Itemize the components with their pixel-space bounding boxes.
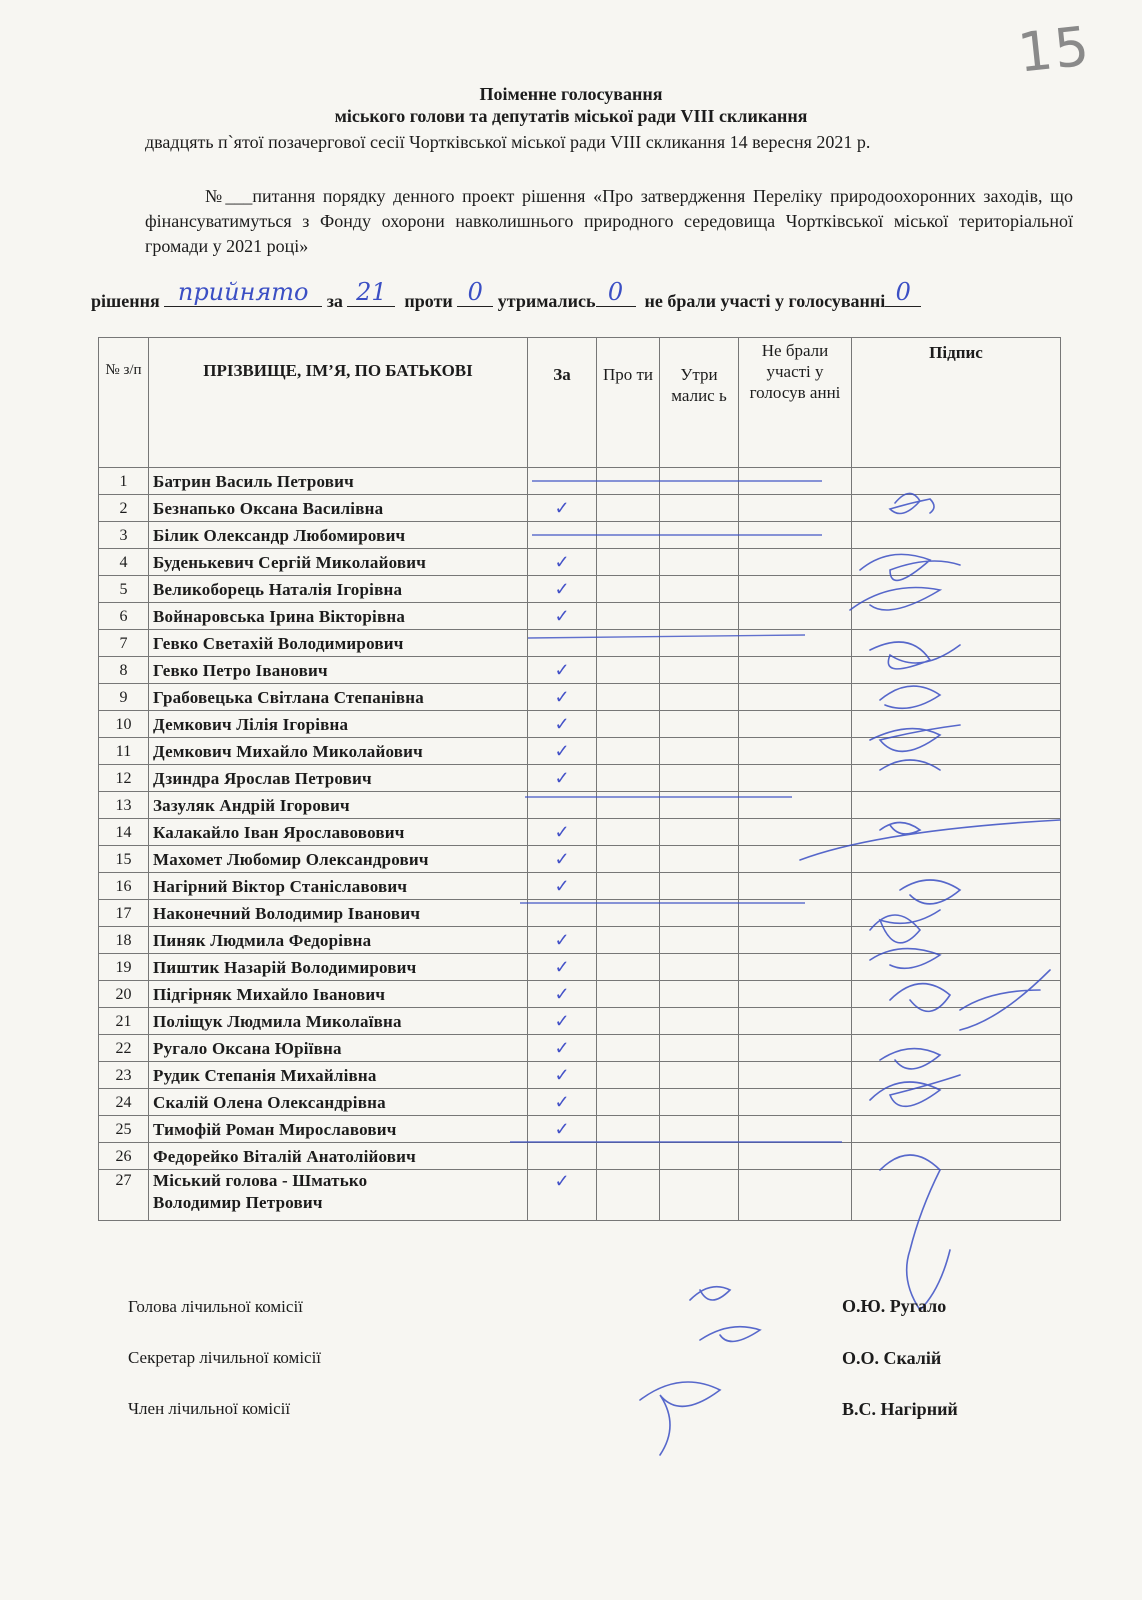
row-signature-cell <box>852 684 1061 711</box>
row-not-voted-cell <box>739 711 852 738</box>
row-not-voted-cell <box>739 1170 852 1221</box>
row-name: Калакайло Іван Ярославовович <box>149 819 528 846</box>
row-number: 7 <box>99 630 149 657</box>
row-signature-cell <box>852 873 1061 900</box>
header-signature: Підпис <box>852 338 1061 468</box>
page-number: 15 <box>1014 14 1094 85</box>
table-row <box>99 495 1061 522</box>
row-against-cell <box>597 981 660 1008</box>
row-name: Грабовецька Світлана Степанівна <box>149 684 528 711</box>
row-name: Великоборець Наталія Ігорівна <box>149 576 528 603</box>
mayor-name-line2: Володимир Петрович <box>153 1193 323 1212</box>
table-row <box>99 657 1061 684</box>
abstained-count: 0 <box>607 278 624 306</box>
row-number: 8 <box>99 657 149 684</box>
header-number: № з/п <box>99 338 149 468</box>
row-number: 14 <box>99 819 149 846</box>
row-not-voted-cell <box>739 1116 852 1143</box>
row-for-mark: ✓ <box>528 873 597 900</box>
row-name: Демкович Лілія Ігорівна <box>149 711 528 738</box>
decision-value: прийнято <box>177 278 309 306</box>
row-signature-cell <box>852 792 1061 819</box>
row-against-cell <box>597 1116 660 1143</box>
row-signature-cell <box>852 1008 1061 1035</box>
decision-label: рішення <box>91 291 160 311</box>
row-for-mark: ✓ <box>528 1062 597 1089</box>
table-row <box>99 1062 1061 1089</box>
member-label: Член лічильної комісії <box>128 1399 291 1418</box>
row-not-voted-cell <box>739 738 852 765</box>
row-for-mark: ✓ <box>528 1170 597 1221</box>
row-name: Дзиндра Ярослав Петрович <box>149 765 528 792</box>
row-signature-cell <box>852 1170 1061 1221</box>
row-abstained-cell <box>660 711 739 738</box>
row-not-voted-cell <box>739 954 852 981</box>
row-number: 21 <box>99 1008 149 1035</box>
row-number: 17 <box>99 900 149 927</box>
row-signature-cell <box>852 738 1061 765</box>
row-against-cell <box>597 1089 660 1116</box>
row-abstained-cell <box>660 981 739 1008</box>
row-abstained-cell <box>660 1008 739 1035</box>
header-for: За <box>528 338 597 468</box>
secretary-label: Секретар лічильної комісії <box>128 1348 322 1367</box>
row-not-voted-cell <box>739 873 852 900</box>
row-not-voted-cell <box>739 1008 852 1035</box>
table-row <box>99 846 1061 873</box>
row-abstained-cell <box>660 1170 739 1221</box>
row-name: Войнаровська Ірина Вікторівна <box>149 603 528 630</box>
row-against-cell <box>597 1062 660 1089</box>
row-number: 22 <box>99 1035 149 1062</box>
row-name: Тимофій Роман Мирославович <box>149 1116 528 1143</box>
row-for-mark: ✓ <box>528 954 597 981</box>
header-name: ПРІЗВИЩЕ, ІМ’Я, ПО БАТЬКОВІ <box>149 338 528 468</box>
row-against-cell <box>597 765 660 792</box>
table-row <box>99 819 1061 846</box>
table-row <box>99 900 1061 927</box>
decision-blank <box>164 278 322 307</box>
row-against-cell <box>597 1143 660 1170</box>
row-name: Ругало Оксана Юріївна <box>149 1035 528 1062</box>
row-against-cell <box>597 846 660 873</box>
row-abstained-cell <box>660 792 739 819</box>
row-not-voted-cell <box>739 495 852 522</box>
row-name: Пиштик Назарій Володимирович <box>149 954 528 981</box>
row-number: 4 <box>99 549 149 576</box>
row-not-voted-cell <box>739 549 852 576</box>
row-for-mark: ✓ <box>528 711 597 738</box>
row-against-cell <box>597 657 660 684</box>
row-signature-cell <box>852 1089 1061 1116</box>
row-for-mark: ✓ <box>528 495 597 522</box>
table-row-mayor <box>99 1170 1061 1221</box>
table-row <box>99 630 1061 657</box>
session-description: двадцять п`ятої позачергової сесії Чортківської міської ради VIII скликання 14 вересня 2021 р. <box>145 132 871 152</box>
row-name: Поліщук Людмила Миколаївна <box>149 1008 528 1035</box>
row-not-voted-cell <box>739 522 852 549</box>
not-voted-blank <box>885 278 921 307</box>
row-for-mark: ✓ <box>528 927 597 954</box>
row-against-cell <box>597 522 660 549</box>
member-name: В.С. Нагірний <box>842 1399 958 1419</box>
row-not-voted-cell <box>739 630 852 657</box>
row-number: 20 <box>99 981 149 1008</box>
row-against-cell <box>597 630 660 657</box>
row-for-mark <box>528 900 597 927</box>
row-not-voted-cell <box>739 819 852 846</box>
row-for-mark <box>528 468 597 495</box>
row-signature-cell <box>852 549 1061 576</box>
row-for-mark: ✓ <box>528 1035 597 1062</box>
row-not-voted-cell <box>739 1143 852 1170</box>
row-for-mark <box>528 792 597 819</box>
row-abstained-cell <box>660 738 739 765</box>
table-header-row <box>99 338 1061 468</box>
row-abstained-cell <box>660 1116 739 1143</box>
row-signature-cell <box>852 1143 1061 1170</box>
table-row <box>99 1089 1061 1116</box>
row-name: Демкович Михайло Миколайович <box>149 738 528 765</box>
row-signature-cell <box>852 711 1061 738</box>
table-row <box>99 954 1061 981</box>
row-for-mark: ✓ <box>528 657 597 684</box>
row-name: Махомет Любомир Олександрович <box>149 846 528 873</box>
row-abstained-cell <box>660 495 739 522</box>
row-signature-cell <box>852 630 1061 657</box>
table-row <box>99 1116 1061 1143</box>
row-name: Нагірний Віктор Станіславович <box>149 873 528 900</box>
row-name: Наконечний Володимир Іванович <box>149 900 528 927</box>
row-name: Зазуляк Андрій Ігорович <box>149 792 528 819</box>
row-abstained-cell <box>660 468 739 495</box>
row-not-voted-cell <box>739 792 852 819</box>
row-for-mark: ✓ <box>528 576 597 603</box>
row-number: 27 <box>99 1170 149 1221</box>
table-row <box>99 549 1061 576</box>
mayor-name-line1: Міський голова - Шматько <box>153 1171 368 1190</box>
row-not-voted-cell <box>739 846 852 873</box>
row-number: 1 <box>99 468 149 495</box>
row-number: 24 <box>99 1089 149 1116</box>
row-not-voted-cell <box>739 981 852 1008</box>
row-not-voted-cell <box>739 1035 852 1062</box>
row-signature-cell <box>852 522 1061 549</box>
row-for-mark <box>528 1143 597 1170</box>
row-name: Федорейко Віталій Анатолійович <box>149 1143 528 1170</box>
row-against-cell <box>597 576 660 603</box>
row-abstained-cell <box>660 873 739 900</box>
row-for-mark: ✓ <box>528 981 597 1008</box>
row-signature-cell <box>852 576 1061 603</box>
table-row <box>99 738 1061 765</box>
row-name: Білик Олександр Любомирович <box>149 522 528 549</box>
row-abstained-cell <box>660 1062 739 1089</box>
row-for-mark: ✓ <box>528 1116 597 1143</box>
row-signature-cell <box>852 981 1061 1008</box>
row-not-voted-cell <box>739 927 852 954</box>
row-not-voted-cell <box>739 684 852 711</box>
row-name: Пиняк Людмила Федорівна <box>149 927 528 954</box>
row-signature-cell <box>852 846 1061 873</box>
row-signature-cell <box>852 819 1061 846</box>
row-against-cell <box>597 468 660 495</box>
row-signature-cell <box>852 657 1061 684</box>
document-subtitle: міського голови та депутатів міської ради VIII скликання <box>334 106 808 126</box>
row-signature-cell <box>852 927 1061 954</box>
row-name: Рудик Степанія Михайлівна <box>149 1062 528 1089</box>
row-abstained-cell <box>660 522 739 549</box>
row-for-mark: ✓ <box>528 1089 597 1116</box>
row-signature-cell <box>852 495 1061 522</box>
row-abstained-cell <box>660 900 739 927</box>
chair-label: Голова лічильної комісії <box>128 1297 303 1316</box>
row-name: Гевко Светахій Володимирович <box>149 630 528 657</box>
row-signature-cell <box>852 954 1061 981</box>
against-blank <box>457 278 493 307</box>
row-for-mark: ✓ <box>528 684 597 711</box>
row-for-mark: ✓ <box>528 738 597 765</box>
row-not-voted-cell <box>739 603 852 630</box>
row-number: 23 <box>99 1062 149 1089</box>
secretary-name: О.О. Скалій <box>842 1348 942 1368</box>
table-row <box>99 981 1061 1008</box>
row-abstained-cell <box>660 549 739 576</box>
agenda-question: №___питання порядку денного проект рішення «Про затвердження Переліку природоохоронних заходів, що фінансуватимуться з Фонду охорони навколишнього природного середовища Чортківської міської територіальної громади у 2021 році» <box>145 186 1073 256</box>
row-number: 18 <box>99 927 149 954</box>
row-signature-cell <box>852 1062 1061 1089</box>
row-for-mark: ✓ <box>528 549 597 576</box>
row-for-mark: ✓ <box>528 1008 597 1035</box>
row-number: 13 <box>99 792 149 819</box>
row-for-mark: ✓ <box>528 846 597 873</box>
row-name: Підгірняк Михайло Іванович <box>149 981 528 1008</box>
row-against-cell <box>597 927 660 954</box>
against-count: 0 <box>467 278 483 306</box>
decision-summary <box>91 278 1081 312</box>
row-against-cell <box>597 711 660 738</box>
for-count: 21 <box>356 278 387 306</box>
row-against-cell <box>597 549 660 576</box>
row-name: Скалій Олена Олександрівна <box>149 1089 528 1116</box>
row-abstained-cell <box>660 927 739 954</box>
abstained-label: утримались <box>497 291 596 311</box>
row-against-cell <box>597 684 660 711</box>
row-signature-cell <box>852 900 1061 927</box>
row-against-cell <box>597 603 660 630</box>
row-against-cell <box>597 738 660 765</box>
row-name <box>149 1170 528 1221</box>
row-abstained-cell <box>660 657 739 684</box>
for-label: за <box>326 291 343 311</box>
row-name: Гевко Петро Іванович <box>149 657 528 684</box>
row-not-voted-cell <box>739 1089 852 1116</box>
vote-table <box>98 337 1061 1221</box>
table-row <box>99 1035 1061 1062</box>
row-abstained-cell <box>660 846 739 873</box>
row-signature-cell <box>852 468 1061 495</box>
row-abstained-cell <box>660 1089 739 1116</box>
row-against-cell <box>597 1035 660 1062</box>
table-row <box>99 1143 1061 1170</box>
row-abstained-cell <box>660 603 739 630</box>
row-abstained-cell <box>660 576 739 603</box>
row-abstained-cell <box>660 954 739 981</box>
row-abstained-cell <box>660 1035 739 1062</box>
row-not-voted-cell <box>739 900 852 927</box>
row-number: 2 <box>99 495 149 522</box>
row-number: 25 <box>99 1116 149 1143</box>
row-number: 15 <box>99 846 149 873</box>
row-for-mark <box>528 630 597 657</box>
row-against-cell <box>597 873 660 900</box>
row-number: 12 <box>99 765 149 792</box>
row-name: Буденькевич Сергій Миколайович <box>149 549 528 576</box>
row-against-cell <box>597 792 660 819</box>
row-not-voted-cell <box>739 657 852 684</box>
table-row <box>99 1008 1061 1035</box>
abstained-blank <box>596 278 636 307</box>
row-against-cell <box>597 495 660 522</box>
chair-name: О.Ю. Ругало <box>842 1296 947 1316</box>
not-voted-count: 0 <box>895 278 911 306</box>
row-abstained-cell <box>660 1143 739 1170</box>
row-number: 9 <box>99 684 149 711</box>
row-against-cell <box>597 900 660 927</box>
row-against-cell <box>597 954 660 981</box>
row-not-voted-cell <box>739 1062 852 1089</box>
row-number: 5 <box>99 576 149 603</box>
table-row <box>99 792 1061 819</box>
row-not-voted-cell <box>739 765 852 792</box>
table-row <box>99 873 1061 900</box>
row-abstained-cell <box>660 684 739 711</box>
header-not-voted: Не брали участі у голосув анні <box>739 338 852 468</box>
row-abstained-cell <box>660 819 739 846</box>
commission-signature <box>640 1287 760 1455</box>
row-for-mark: ✓ <box>528 765 597 792</box>
row-for-mark: ✓ <box>528 819 597 846</box>
header-abstained: Утри малис ь <box>660 338 739 468</box>
row-number: 16 <box>99 873 149 900</box>
row-signature-cell <box>852 603 1061 630</box>
against-label: проти <box>404 291 453 311</box>
row-against-cell <box>597 1170 660 1221</box>
row-for-mark: ✓ <box>528 603 597 630</box>
row-abstained-cell <box>660 630 739 657</box>
row-number: 10 <box>99 711 149 738</box>
row-abstained-cell <box>660 765 739 792</box>
vote-table-body <box>99 468 1061 1170</box>
row-number: 6 <box>99 603 149 630</box>
row-not-voted-cell <box>739 576 852 603</box>
row-number: 3 <box>99 522 149 549</box>
table-row <box>99 522 1061 549</box>
table-row <box>99 576 1061 603</box>
row-name: Батрин Василь Петрович <box>149 468 528 495</box>
row-for-mark <box>528 522 597 549</box>
row-not-voted-cell <box>739 468 852 495</box>
not-voted-label: не брали участі у голосуванні <box>644 291 886 311</box>
row-signature-cell <box>852 1035 1061 1062</box>
table-row <box>99 927 1061 954</box>
table-row <box>99 765 1061 792</box>
row-number: 26 <box>99 1143 149 1170</box>
table-row <box>99 603 1061 630</box>
row-signature-cell <box>852 1116 1061 1143</box>
table-row <box>99 684 1061 711</box>
for-blank <box>347 278 395 307</box>
row-against-cell <box>597 1008 660 1035</box>
header-against: Про ти <box>597 338 660 468</box>
row-signature-cell <box>852 765 1061 792</box>
row-against-cell <box>597 819 660 846</box>
table-row <box>99 468 1061 495</box>
document-title: Поіменне голосування <box>479 84 663 104</box>
row-number: 19 <box>99 954 149 981</box>
row-number: 11 <box>99 738 149 765</box>
table-row <box>99 711 1061 738</box>
row-name: Безнапько Оксана Василівна <box>149 495 528 522</box>
